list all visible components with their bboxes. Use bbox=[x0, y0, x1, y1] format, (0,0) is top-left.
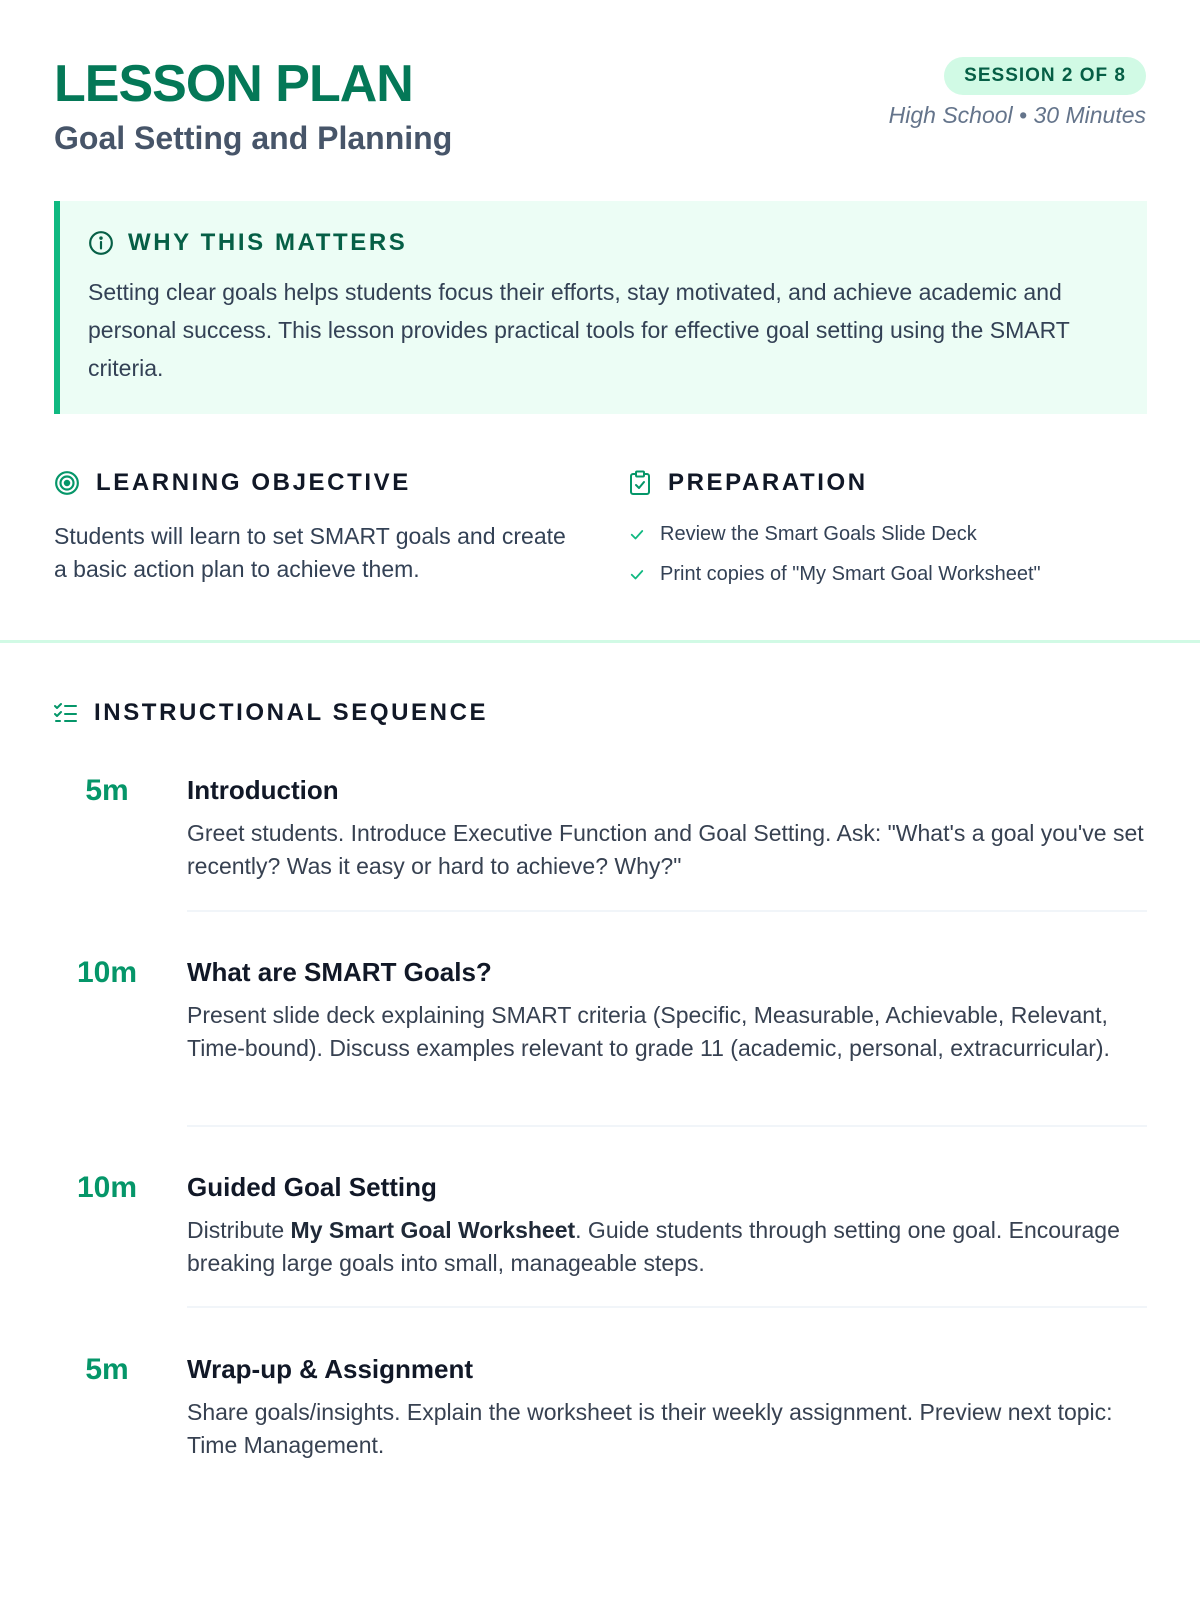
session-badge: SESSION 2 OF 8 bbox=[944, 57, 1146, 95]
step-body bbox=[187, 955, 1147, 1065]
page-title: LESSON PLAN bbox=[54, 55, 413, 113]
callout-header bbox=[88, 227, 1117, 259]
preparation-item-text: Print copies of "My Smart Goal Worksheet" bbox=[660, 562, 1041, 585]
step-title: Guided Goal Setting bbox=[187, 1172, 437, 1202]
header bbox=[54, 54, 1146, 164]
preparation-section bbox=[628, 466, 1148, 594]
objective-title: LEARNING OBJECTIVE bbox=[96, 469, 411, 496]
check-icon bbox=[628, 525, 646, 543]
step-title: Introduction bbox=[187, 775, 339, 805]
objective-text: Students will learn to set SMART goals and create a basic action plan to achieve them. bbox=[54, 523, 566, 582]
step-divider bbox=[187, 910, 1147, 912]
step-title: Wrap-up & Assignment bbox=[187, 1354, 474, 1384]
step-duration: 10m bbox=[76, 1171, 138, 1204]
step-description bbox=[187, 1214, 1147, 1280]
preparation-item bbox=[628, 554, 1148, 594]
worksheet-name: My Smart Goal Worksheet bbox=[290, 1217, 576, 1243]
step-body bbox=[187, 1352, 1147, 1462]
clipboard-check-icon bbox=[628, 470, 652, 496]
step-body bbox=[187, 1170, 1147, 1280]
preparation-list bbox=[628, 514, 1148, 594]
preparation-item bbox=[628, 514, 1148, 554]
objective-header bbox=[54, 466, 574, 500]
learning-objective-section bbox=[54, 466, 574, 586]
audience-duration: High School • 30 Minutes bbox=[888, 102, 1146, 128]
callout-text: Setting clear goals helps students focus their efforts, stay motivated, and achieve academic and personal success. This lesson provides practical tools for effective goal setting using the SMART criteria. bbox=[88, 279, 1070, 381]
step-duration: 10m bbox=[76, 956, 138, 989]
step-description: Share goals/insights. Explain the worksheet is their weekly assignment. Preview next topic: Time Management. bbox=[187, 1399, 1113, 1458]
target-icon bbox=[54, 470, 80, 496]
step-duration: 5m bbox=[85, 774, 129, 807]
callout-title: WHY THIS MATTERS bbox=[128, 229, 408, 256]
step-description: Greet students. Introduce Executive Function and Goal Setting. Ask: "What's a goal you've set recently? Was it easy or hard to achieve? Why?" bbox=[187, 820, 1144, 879]
info-icon bbox=[88, 230, 114, 256]
step-description-text: Distribute bbox=[187, 1217, 291, 1243]
sequence-header bbox=[54, 696, 488, 730]
preparation-item-text: Review the Smart Goals Slide Deck bbox=[660, 522, 977, 545]
preparation-title: PREPARATION bbox=[668, 469, 868, 496]
step-description-text: . Guide students through setting one goal. Encourage breaking large goals into small, manageable steps. bbox=[187, 1217, 1120, 1276]
step-divider bbox=[187, 1306, 1147, 1308]
preparation-header bbox=[628, 466, 1148, 500]
step-description: Present slide deck explaining SMART criteria (Specific, Measurable, Achievable, Relevant, Time-bound). Discuss examples relevant to grade 11 (academic, personal, extracurricular). bbox=[187, 1002, 1110, 1061]
check-icon bbox=[628, 565, 646, 583]
why-this-matters-callout bbox=[54, 201, 1147, 414]
step-duration: 5m bbox=[85, 1353, 129, 1386]
step-title: What are SMART Goals? bbox=[187, 957, 492, 987]
section-divider bbox=[0, 640, 1200, 643]
page-subtitle: Goal Setting and Planning bbox=[54, 120, 453, 156]
step-divider bbox=[187, 1125, 1147, 1127]
step-body bbox=[187, 773, 1147, 883]
sequence-title: INSTRUCTIONAL SEQUENCE bbox=[94, 699, 489, 726]
list-check-icon bbox=[54, 702, 78, 724]
